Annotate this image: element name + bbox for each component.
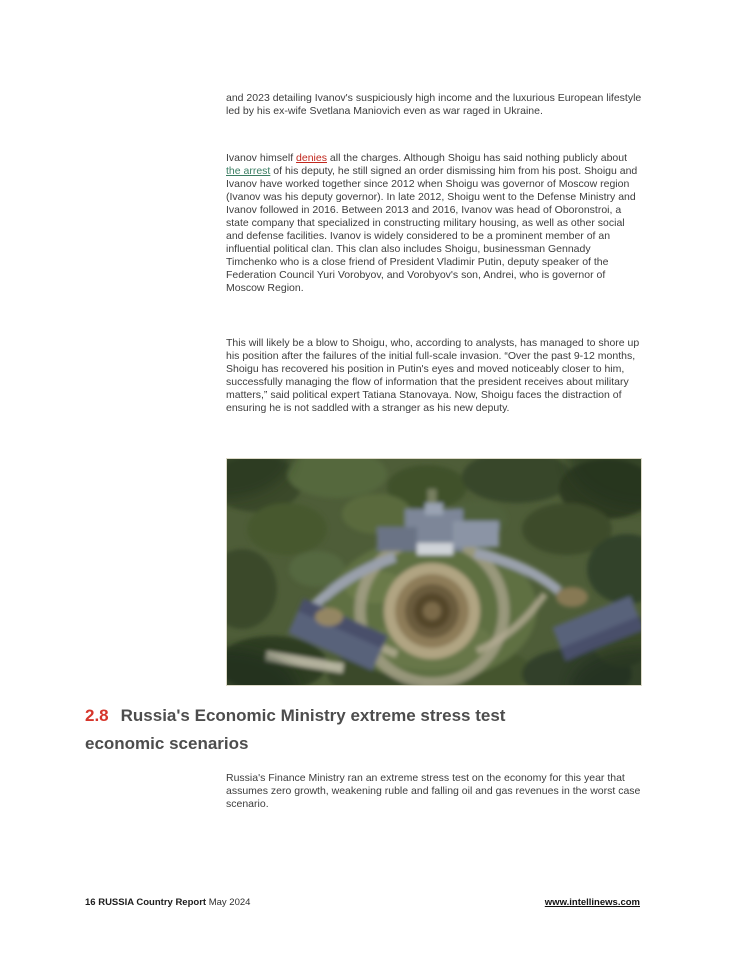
section-number: 2.8: [85, 706, 109, 725]
estate-aerial-photo-graphic: [227, 459, 641, 685]
body-paragraph-3: This will likely be a blow to Shoigu, who, according to analysts, has managed to shore up his position after the failures of the initial full-scale invasion. “Over the past 9-12 months, Shoigu has recovered his position in Putin's eyes and moved noticeably closer to him, successfully managing the flow of information that the president receives about military matters,” said political expert Tatiana Stanovaya. Now, Shoigu faces the distraction of ensuring he is not saddled with a stranger as his new deputy.: [226, 337, 640, 414]
section-heading-line1: [85, 702, 660, 730]
body-paragraph-1: and 2023 detailing Ivanov's suspiciously high income and the luxurious European lifestyle led by his ex-wife Svetlana Maniovich even as war raged in Ukraine.: [226, 92, 642, 117]
section-title-line1: Russia's Economic Ministry extreme stress test: [120, 706, 506, 725]
paragraph-2-text: Ivanov himself: [226, 152, 297, 164]
page-footer: [0, 897, 742, 913]
section-heading: [85, 702, 660, 758]
section-title-line2: economic scenarios: [85, 734, 249, 753]
footer-report-title: 16 RUSSIA Country Report: [85, 897, 207, 908]
denies-link[interactable]: denies: [296, 152, 327, 164]
estate-aerial-photo: [226, 458, 642, 686]
body-paragraph-4: Russia's Finance Ministry ran an extreme stress test on the economy for this year that assumes zero growth, weakening ruble and falling oil and gas revenues in the worst case scenario.: [226, 772, 641, 810]
paragraph-2-text: all the charges. Although Shoigu has said nothing publicly about: [326, 152, 628, 164]
footer-page-info: [85, 897, 250, 908]
body-paragraph-2: [226, 152, 642, 295]
footer-website-link[interactable]: www.intellinews.com: [544, 897, 640, 908]
paragraph-2-text: of his deputy, he still signed an order dismissing him from his post. Shoigu and Ivanov have worked together since 2012 when Shoigu was governor of Moscow region (Ivanov was his deputy governor). In late 2012, Shoigu went to the Defense Ministry and Ivanov followed in 2016. Between 2013 and 2016, Ivanov was head of Oboronstroi, a state company that specialized in constructing military housing, as well as other social and defense facilities. Ivanov is widely considered to be a prominent member of an influential political clan. This clan also includes Shoigu, businessman Gennady Timchenko who is a close friend of President Vladimir Putin, deputy speaker of the Federation Council Yuri Vorobyov, and Vorobyov's son, Andrei, who is governor of Moscow Region.: [226, 165, 638, 294]
footer-report-date: May 2024: [208, 897, 251, 908]
the-arrest-link[interactable]: the arrest: [226, 165, 271, 177]
